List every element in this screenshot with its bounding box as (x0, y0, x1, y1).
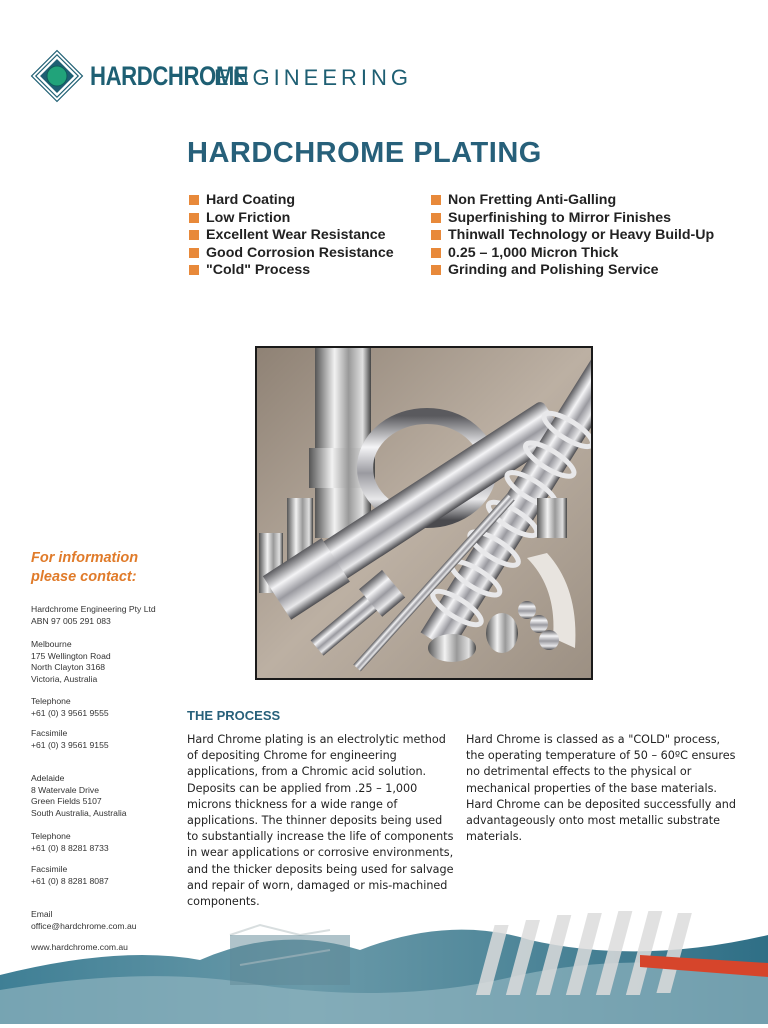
bullet-square-icon (431, 265, 441, 275)
bullet-square-icon (431, 248, 441, 258)
feature-item: Grinding and Polishing Service (431, 262, 714, 280)
feature-item: Hard Coating (189, 192, 394, 210)
feature-item: Non Fretting Anti-Galling (431, 192, 714, 210)
bullet-square-icon (189, 265, 199, 275)
bullet-square-icon (189, 248, 199, 258)
brand-name: HARDCHROME (90, 60, 249, 91)
bullet-square-icon (189, 213, 199, 223)
email-info: Email office@hardchrome.com.au (31, 909, 137, 931)
section-heading: THE PROCESS (187, 708, 281, 723)
feature-item: 0.25 – 1,000 Micron Thick (431, 245, 714, 263)
feature-list-left (189, 192, 394, 280)
adelaide-facsimile: Facsimile +61 (0) 8 8281 8087 (31, 864, 109, 886)
feature-item: Thinwall Technology or Heavy Build-Up (431, 227, 714, 245)
company-info: Hardchrome Engineering Pty Ltd ABN 97 005 291 083 (31, 604, 156, 626)
product-photo (255, 346, 593, 680)
email-link[interactable]: office@hardchrome.com.au (31, 920, 137, 931)
process-paragraph-2: Hard Chrome is classed as a "COLD" process, the operating temperature of 50 – 60ºC ensures no detrimental effects to the physical or mechanical properties of the base materials. Hard Chrome can be deposited successfully and advantageously onto most metallic substrate materials. (466, 733, 736, 844)
feature-item: Good Corrosion Resistance (189, 245, 394, 263)
process-paragraph-1: Hard Chrome plating is an electrolytic method of depositing Chrome for engineering applications, from a Chromic acid solution. Deposits can be applied from .25 – 1,000 microns thickness for a wide range of applications. The thinner deposits being used to substantially increase the life of components in wear applications or corrosive environments, and the thicker deposits being used for salvage and repair of worn, damaged or mis-machined components. (187, 733, 454, 909)
diamond-logo-icon (30, 49, 84, 103)
bullet-square-icon (189, 230, 199, 240)
adelaide-address: Adelaide 8 Watervale Drive Green Fields 5107 South Australia, Australia (31, 773, 127, 818)
footer-collage (0, 905, 768, 1024)
feature-item: Superfinishing to Mirror Finishes (431, 210, 714, 228)
feature-list-right (431, 192, 714, 280)
bullet-square-icon (431, 230, 441, 240)
bullet-square-icon (189, 195, 199, 205)
melbourne-address: Melbourne 175 Wellington Road North Clayton 3168 Victoria, Australia (31, 639, 111, 684)
feature-item: "Cold" Process (189, 262, 394, 280)
melbourne-telephone: Telephone +61 (0) 3 9561 9555 (31, 696, 109, 718)
feature-item: Low Friction (189, 210, 394, 228)
bullet-square-icon (431, 195, 441, 205)
brand-subtitle: ENGINEERING (214, 64, 413, 90)
feature-item: Excellent Wear Resistance (189, 227, 394, 245)
adelaide-telephone: Telephone +61 (0) 8 8281 8733 (31, 831, 109, 853)
melbourne-facsimile: Facsimile +61 (0) 3 9561 9155 (31, 728, 109, 750)
bullet-square-icon (431, 213, 441, 223)
page-title: HARDCHROME PLATING (187, 137, 542, 169)
contact-heading: For information please contact: (31, 550, 139, 585)
company-logo (30, 48, 412, 104)
website-link[interactable]: www.hardchrome.com.au (31, 942, 128, 952)
